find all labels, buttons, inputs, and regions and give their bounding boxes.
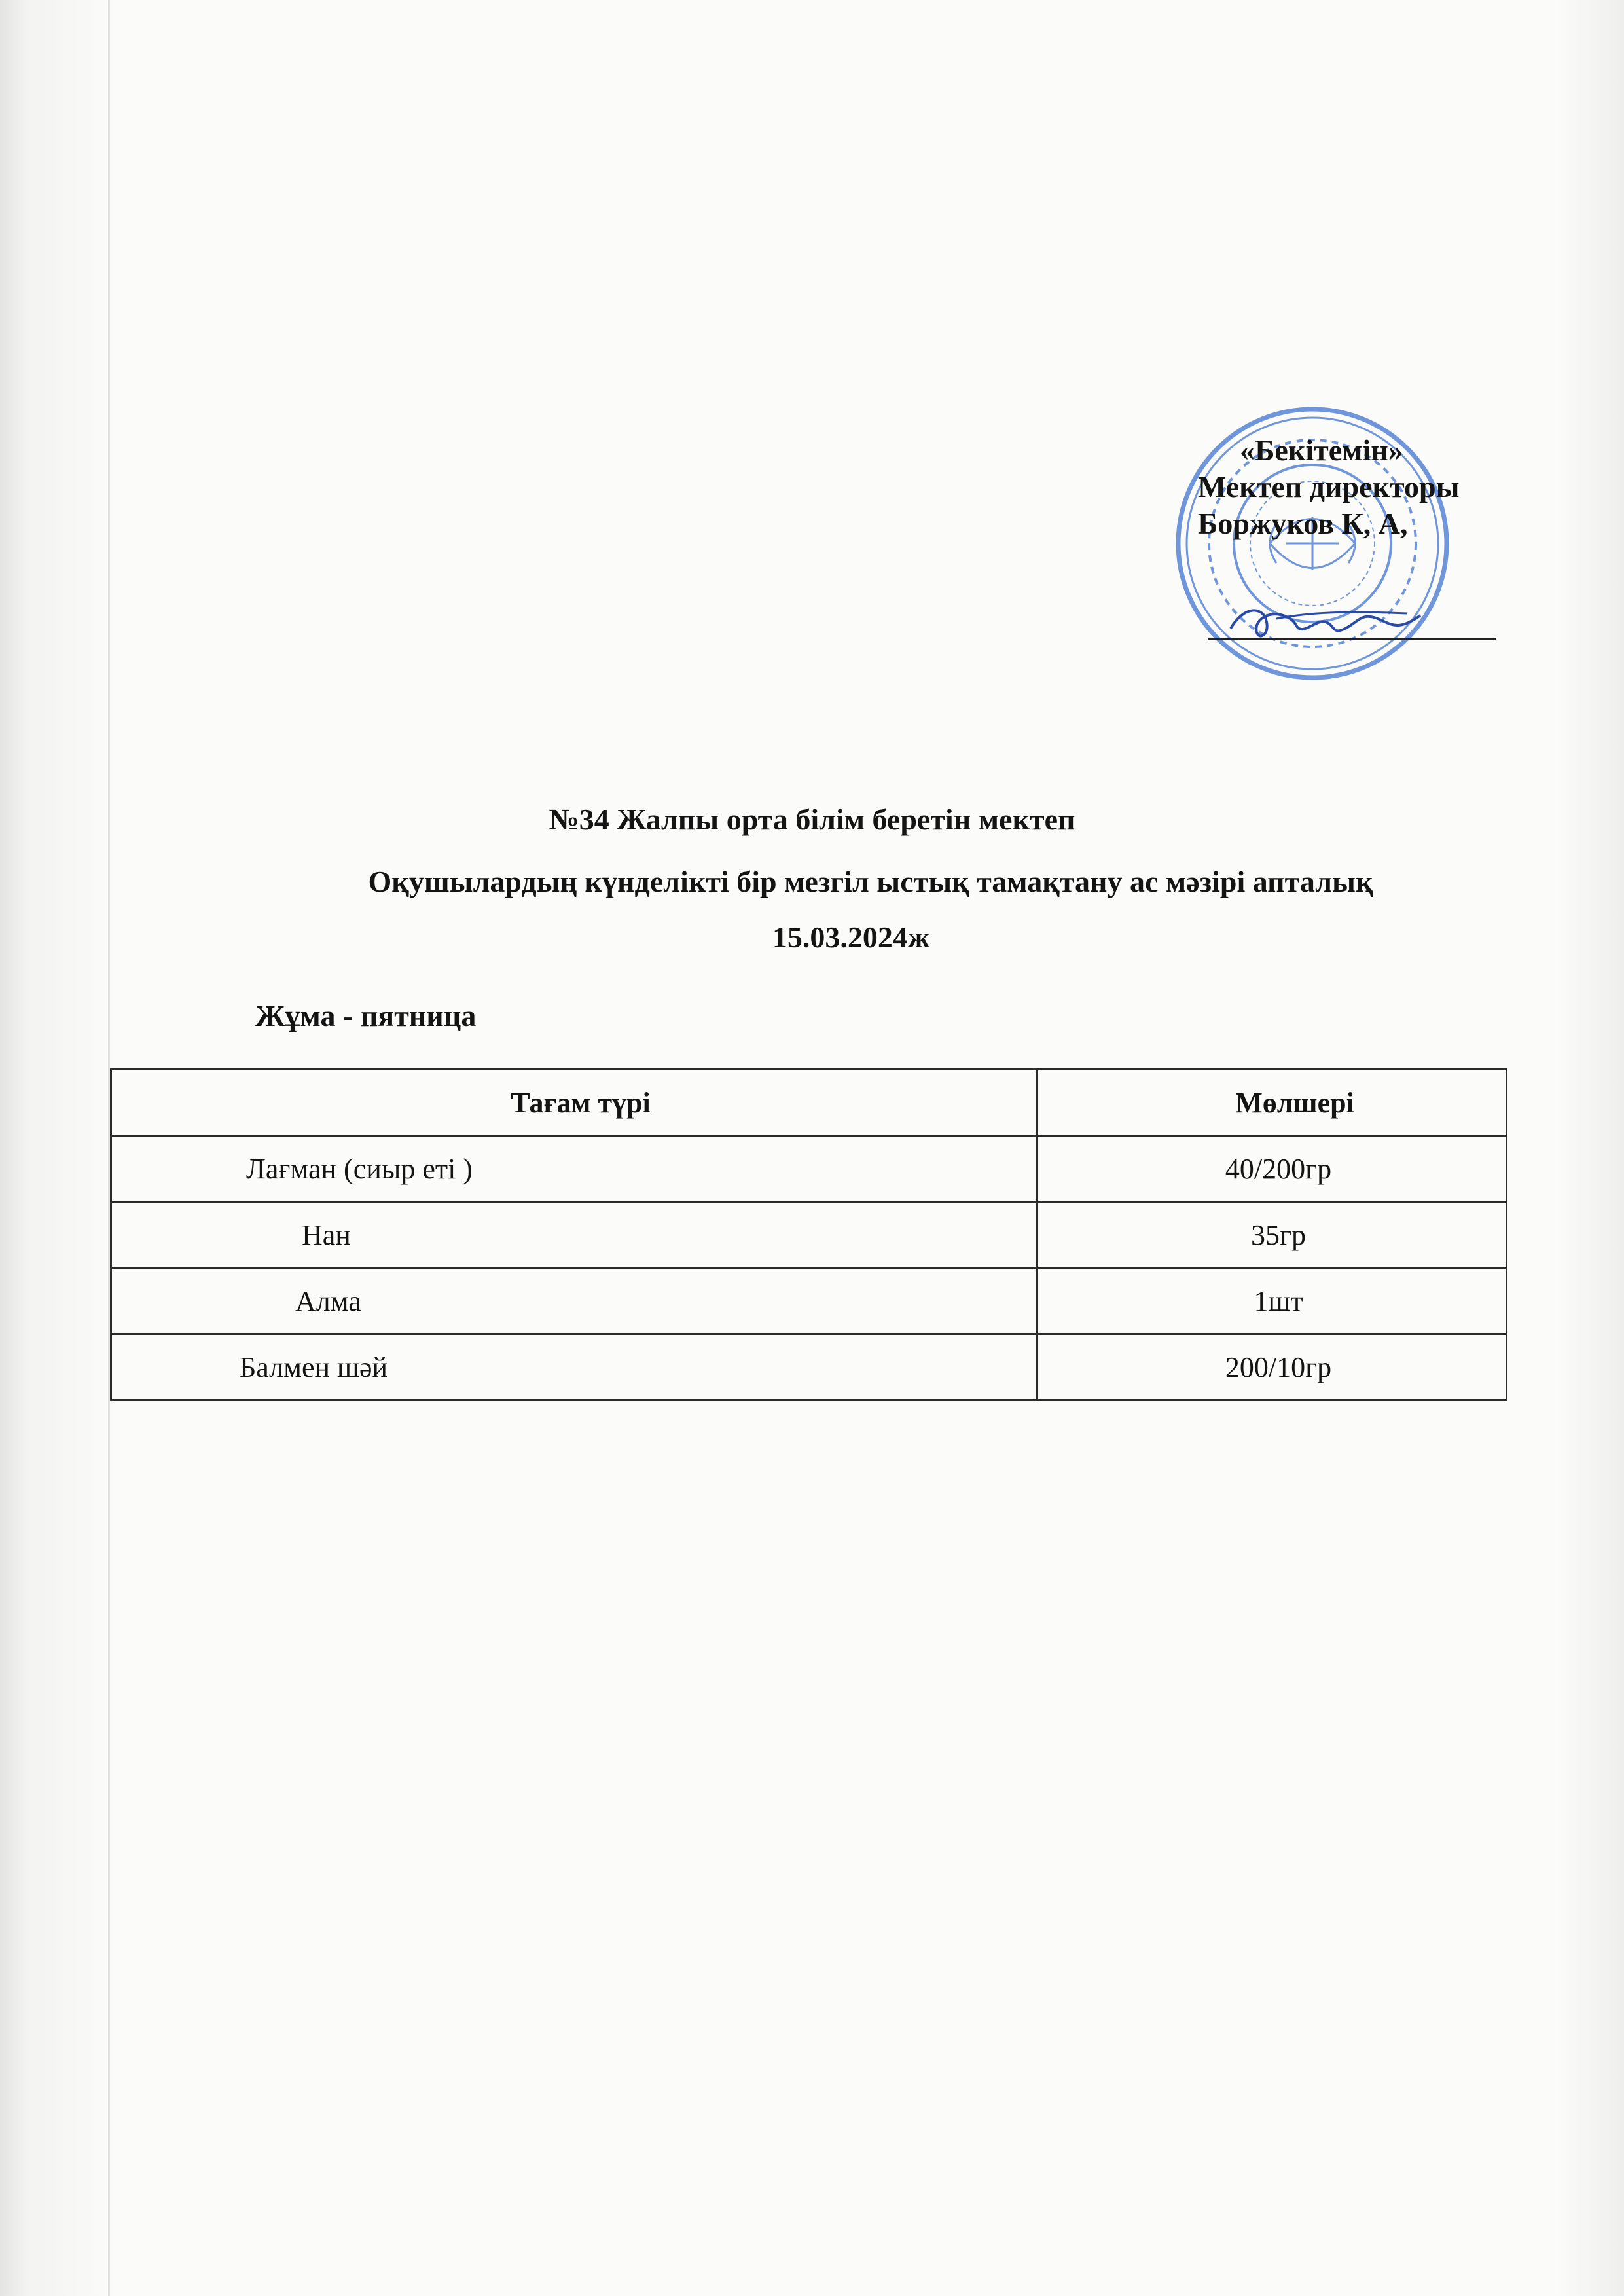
day-of-week: Жұма - пятница bbox=[255, 999, 477, 1032]
dish-name: Лағман (сиыр еті ) bbox=[111, 1136, 1038, 1202]
header-dish-type: Тағам түрі bbox=[111, 1070, 1038, 1136]
table-row bbox=[111, 1202, 1507, 1268]
signature-line bbox=[1208, 638, 1496, 640]
dish-name: Нан bbox=[111, 1202, 1038, 1268]
approval-position: Мектеп директоры bbox=[1198, 470, 1460, 503]
dish-name: Балмен шәй bbox=[111, 1334, 1038, 1400]
menu-table bbox=[110, 1068, 1507, 1401]
dish-amount: 200/10гр bbox=[1038, 1334, 1507, 1400]
header-amount: Мөлшері bbox=[1038, 1070, 1507, 1136]
approval-director-name: Боржуков К, А, bbox=[1198, 507, 1408, 540]
approval-heading: «Бекітемін» bbox=[1240, 433, 1403, 467]
school-title: №34 Жалпы орта білім беретін мектеп bbox=[549, 803, 1075, 836]
dish-amount: 1шт bbox=[1038, 1268, 1507, 1334]
table-row bbox=[111, 1268, 1507, 1334]
table-row bbox=[111, 1136, 1507, 1202]
approval-block bbox=[1198, 432, 1564, 542]
dish-amount: 35гр bbox=[1038, 1202, 1507, 1268]
dish-amount: 40/200гр bbox=[1038, 1136, 1507, 1202]
signature-icon bbox=[1218, 592, 1434, 651]
table-row bbox=[111, 1334, 1507, 1400]
menu-date: 15.03.2024ж bbox=[772, 920, 930, 954]
table-header-row bbox=[111, 1070, 1507, 1136]
menu-subtitle: Оқушылардың күнделікті бір мезгіл ыстық тамақтану ас мәзірі апталық bbox=[368, 865, 1373, 898]
dish-name: Алма bbox=[111, 1268, 1038, 1334]
